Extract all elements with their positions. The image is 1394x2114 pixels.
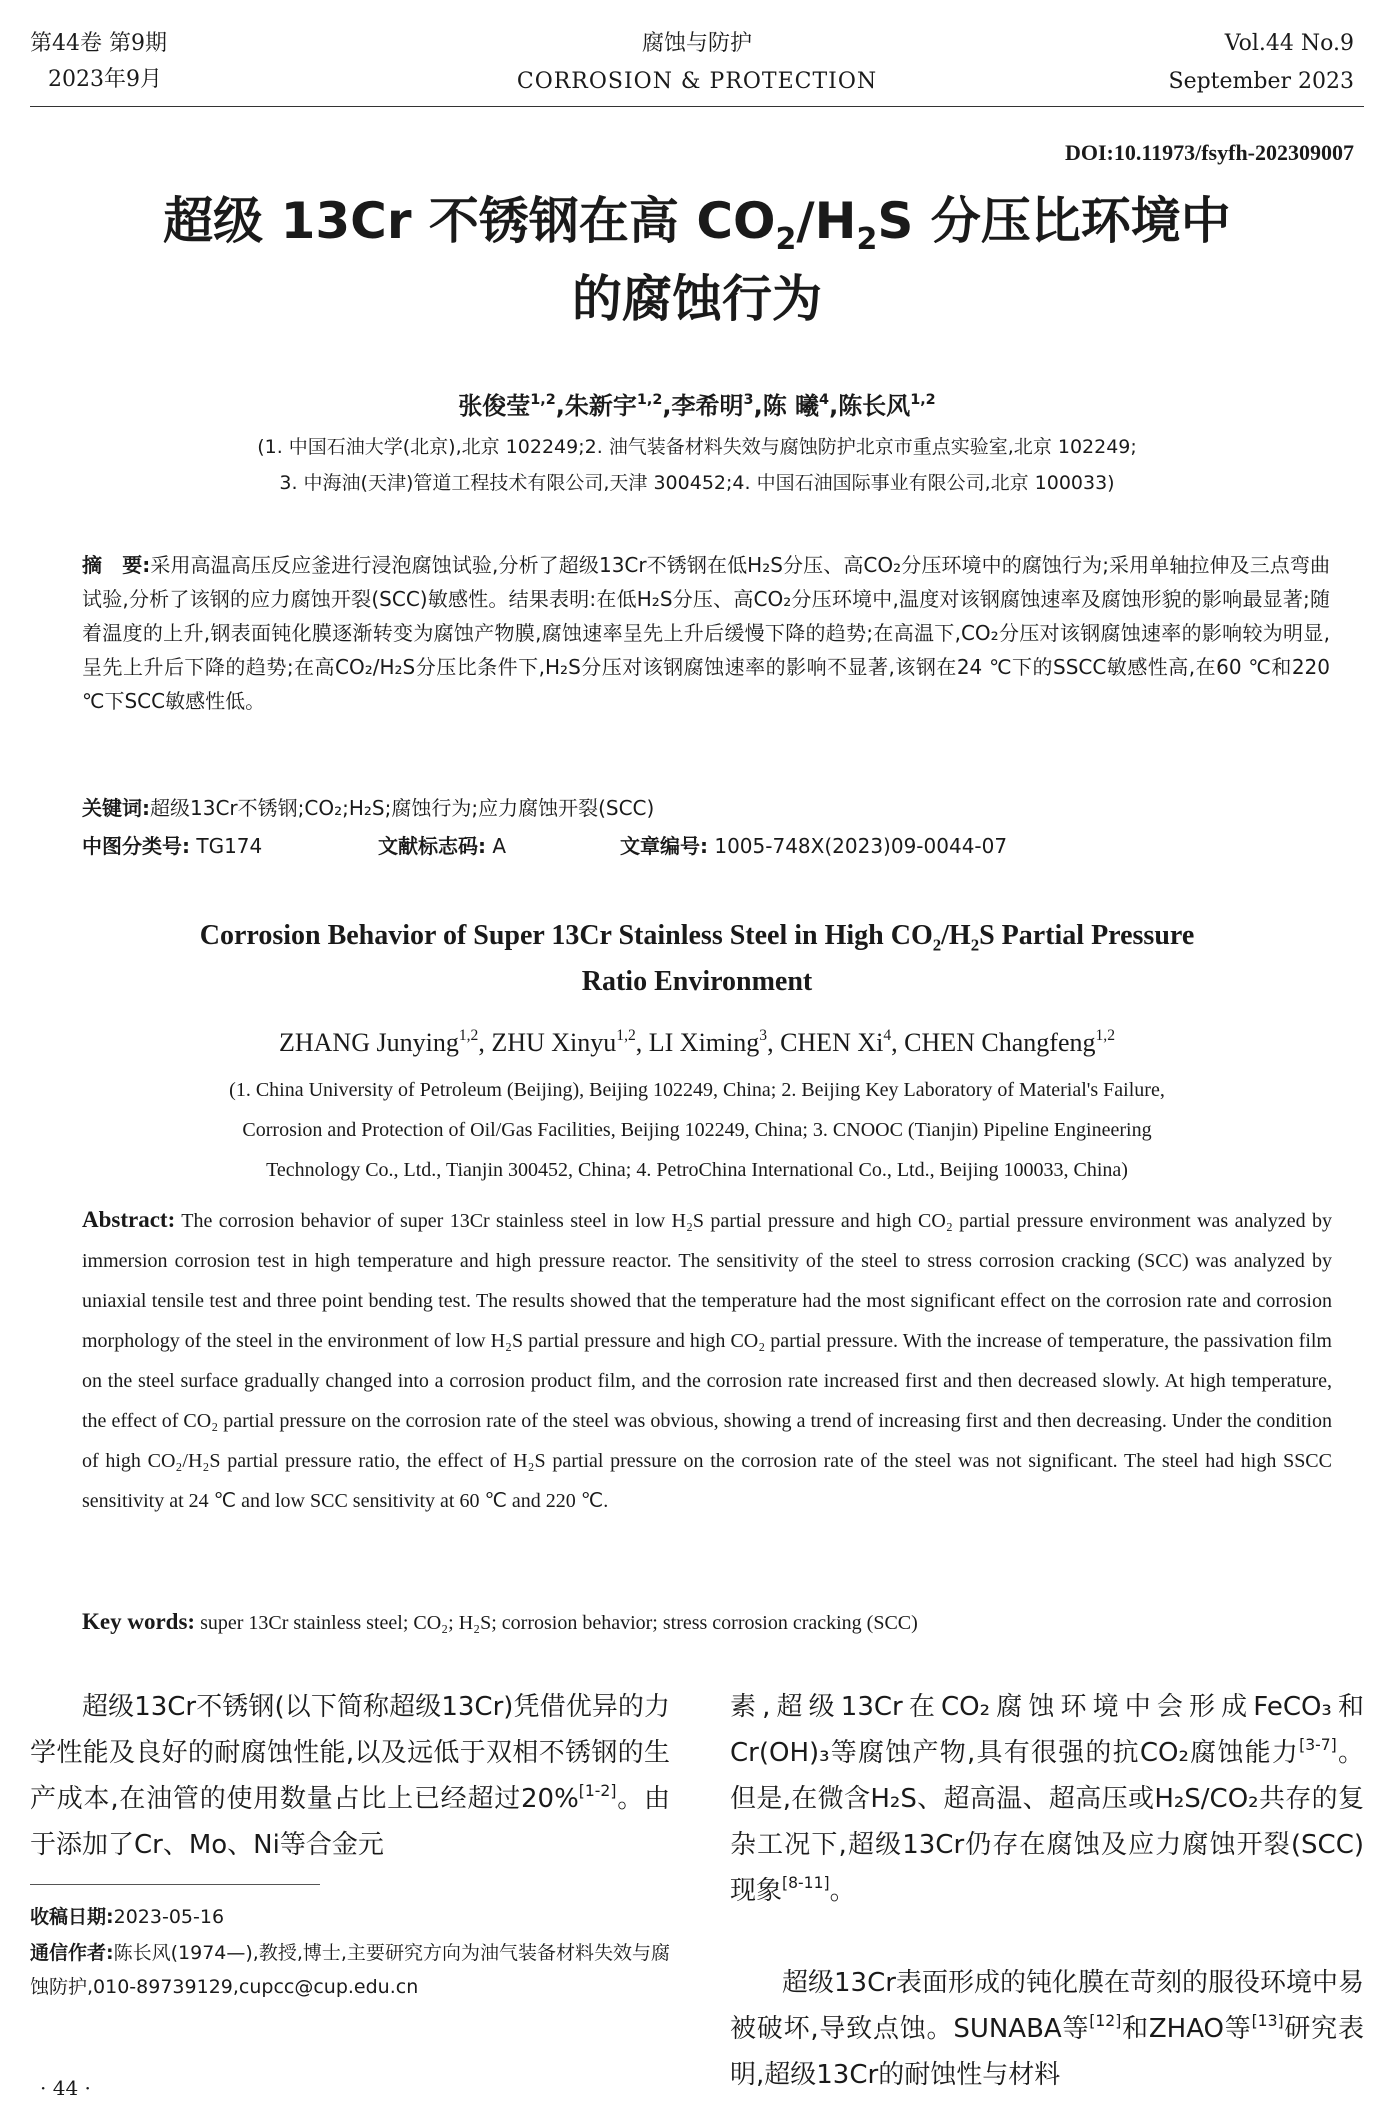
keywords-en-label: Key words:: [82, 1609, 196, 1634]
header-volume-issue-en: Vol.44 No.9: [1224, 31, 1354, 56]
author-cn: 陈长风: [838, 392, 911, 420]
footnote-rule: [30, 1884, 320, 1885]
affiliations-en-line2: Corrosion and Protection of Oil/Gas Facilities, Beijing 102249, China; 3. CNOOC (Tianjin) Pipeline Engineering: [242, 1119, 1152, 1141]
author-en: LI Ximing: [648, 1028, 760, 1057]
author-cn: 张俊莹: [458, 392, 531, 420]
keywords-en: [82, 1602, 1332, 1643]
author-en: CHEN Changfeng: [904, 1028, 1096, 1057]
keywords-cn-text: 超级13Cr不锈钢;CO₂;H₂S;腐蚀行为;应力腐蚀开裂(SCC): [150, 796, 655, 820]
header-volume-issue-cn: 第44卷 第9期: [30, 31, 167, 56]
affiliations-cn-line2: 3. 中海油(天津)管道工程技术有限公司,天津 300452;4. 中国石油国际事业有限公司,北京 100033): [279, 472, 1115, 494]
abstract-en-text: The corrosion behavior of super 13Cr stainless steel in low H₂S partial pressure and high CO₂ partial pressure environment was analyzed by immersion corrosion test in high temperature and high pressure reactor. The sensitivity of the steel to stress corrosion cracking (SCC) was analyzed by uniaxial tensile test and three point bending test. The results showed that the temperature had the most significant effect on the corrosion rate and corrosion morphology of the steel in the environment of low H₂S partial pressure and high CO₂ partial pressure. With the increase of temperature, the passivation film on the steel surface gradually changed into a corrosion product film, and the corrosion rate increased first and then decreased slowly. At high temperature, the effect of CO₂ partial pressure on the corrosion rate of the steel was obvious, showing a trend of increasing first and then decreasing. Under the condition of high CO₂/H₂S partial pressure ratio, the effect of H₂S partial pressure on the corrosion rate of the steel was not significant. The steel had high SSCC sensitivity at 24 ℃ and low SCC sensitivity at 60 ℃ and 220 ℃.: [82, 1210, 1332, 1512]
abstract-cn-text: 采用高温高压反应釜进行浸泡腐蚀试验,分析了超级13Cr不锈钢在低H₂S分压、高CO₂分压环境中的腐蚀行为;采用单轴拉伸及三点弯曲试验,分析了该钢的应力腐蚀开裂(SCC)敏感性。结果表明:在低H₂S分压、高CO₂分压环境中,温度对该钢腐蚀速率及腐蚀形貌的影响最显著;随着温度的上升,钢表面钝化膜逐渐转变为腐蚀产物膜,腐蚀速率呈先上升后缓慢下降的趋势;在高温下,CO₂分压对该钢腐蚀速率的影响较为明显,呈先上升后下降的趋势;在高CO₂/H₂S分压比条件下,H₂S分压对该钢腐蚀速率的影响不显著,该钢在24 ℃下的SSCC敏感性高,在60 ℃和220 ℃下SCC敏感性低。: [82, 553, 1330, 713]
title-cn-line1: 超级 13Cr 不锈钢在高 $CO_2/H_2S$ 分压比环境中: [163, 192, 1231, 257]
abstract-en-label: Abstract:: [82, 1207, 176, 1232]
footnote-corresponding-author: 通信作者:陈长风(1974—),教授,博士,主要研究方向为油气装备材料失效与腐蚀防护,010-89739129,cupcc@cup.edu.cn: [30, 1942, 670, 1998]
title-en-line1: Corrosion Behavior of Super 13Cr Stainless Steel in High $CO_2/H_2S$ Partial Pressure: [199, 920, 1195, 955]
header-journal-en: CORROSION & PROTECTION: [516, 69, 878, 94]
author-cn: 李希明: [671, 392, 744, 420]
clc-number: 中图分类号: TG174: [82, 834, 263, 858]
affiliations-cn-line1: (1. 中国石油大学(北京),北京 102249;2. 油气装备材料失效与腐蚀防护北京市重点实验室,北京 102249;: [257, 436, 1137, 458]
abstract-cn-label: 摘 要:: [82, 553, 151, 577]
footnote-received: 收稿日期:2023-05-16: [30, 1906, 225, 1928]
affiliations-en-line1: (1. China University of Petroleum (Beijing), Beijing 102249, China; 2. Beijing Key Laboratory of Material's Failure,: [229, 1079, 1165, 1101]
header-date-cn: 2023年9月: [48, 67, 162, 92]
affiliations-en-line3: Technology Co., Ltd., Tianjin 300452, China; 4. PetroChina International Co., Ltd., Beijing 100033, China): [266, 1159, 1128, 1181]
article-number: 文章编号: 1005-748X(2023)09-0044-07: [620, 834, 1008, 858]
citation: [13]: [1251, 2011, 1284, 2030]
body-right-paragraph-1: 素,超级13Cr在CO₂腐蚀环境中会形成FeCO₃和Cr(OH)₃等腐蚀产物,具有很强的抗CO₂腐蚀能力[3-7]。但是,在微含H₂S、超高温、超高压或H₂S/CO₂共存的复杂工况下,超级13Cr仍存在腐蚀及应力腐蚀开裂(SCC)现象[8-11]。: [730, 1692, 1364, 1906]
citation: [8-11]: [782, 1873, 830, 1892]
keywords-en-text: super 13Cr stainless steel; CO₂; H₂S; corrosion behavior; stress corrosion cracking (SCC): [200, 1612, 918, 1634]
citation: [12]: [1089, 2011, 1122, 2030]
citation: [1-2]: [578, 1781, 617, 1800]
author-cn: 陈 曦: [762, 392, 820, 420]
author-cn: 朱新宇: [564, 392, 637, 420]
author-en: CHEN Xi: [780, 1028, 884, 1057]
header-journal-cn: 腐蚀与防护: [641, 31, 752, 56]
title-en-line2: Ratio Environment: [581, 966, 813, 997]
citation: [3-7]: [1299, 1735, 1337, 1754]
header-date-en: September 2023: [1168, 69, 1354, 94]
abstract-cn: [82, 548, 1330, 718]
authors-en: ZHANG Junying$^{1,2}$, ZHU Xinyu$^{1,2}$, LI Ximing$^3$, CHEN Xi$^4$, CHEN Changfeng$^{1,2}$: [278, 1026, 1115, 1057]
author-en: ZHU Xinyu: [491, 1028, 617, 1057]
doi: DOI:10.11973/fsyfh-202309007: [1064, 140, 1354, 165]
authors-cn: 张俊莹$^{1,2}$,朱新宇$^{1,2}$,李希明$^3$,陈 曦$^4$,陈长风$^{1,2}$: [458, 391, 936, 420]
keywords-cn-label: 关键词:: [82, 796, 150, 820]
body-left-paragraph: 超级13Cr不锈钢(以下简称超级13Cr)凭借优异的力学性能及良好的耐腐蚀性能,以及远低于双相不锈钢的生产成本,在油管的使用数量占比上已经超过20%[1-2]。由于添加了Cr、Mo、Ni等合金元: [30, 1692, 670, 1860]
title-cn-line2: 的腐蚀行为: [572, 270, 822, 328]
keywords-cn: [82, 792, 1330, 824]
body-right-paragraph-2: 超级13Cr表面形成的钝化膜在苛刻的服役环境中易被破坏,导致点蚀。SUNABA等[12]和ZHAO等[13]研究表明,超级13Cr的耐蚀性与材料: [730, 1968, 1364, 2090]
document-code: 文献标志码: A: [378, 834, 507, 858]
page-number: · 44 ·: [40, 2076, 91, 2100]
author-en: ZHANG Junying: [278, 1028, 459, 1057]
header-rule: [30, 106, 1364, 107]
abstract-en: [82, 1200, 1332, 1521]
